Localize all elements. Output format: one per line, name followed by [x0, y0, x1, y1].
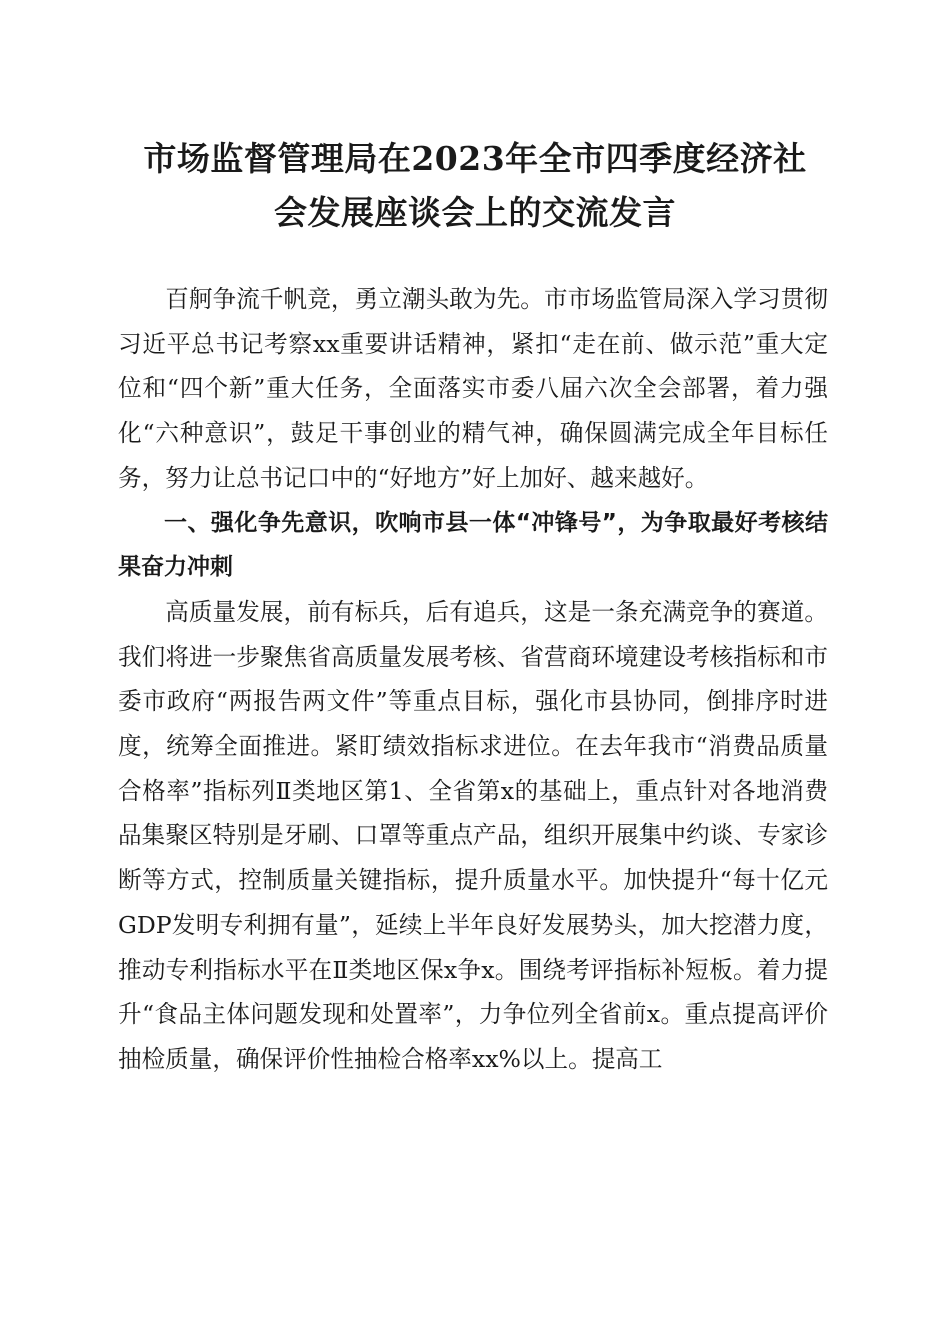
section-heading-1: 一、强化争先意识，吹响市县一体“冲锋号”，为争取最好考核结果奋力冲刺 — [118, 509, 828, 581]
title-line-2: 会发展座谈会上的交流发言 — [274, 193, 676, 232]
section-1-paragraph: 高质量发展，前有标兵，后有追兵，这是一条充满竞争的赛道。我们将进一步聚焦省高质量发展考核、省营商环境建设考核指标和市委市政府“两报告两文件”等重点目标，强化市县协同，倒排序时进度，统筹全面推进。紧盯绩效指标求进位。在去年我市“消费品质量合格率”指标列Ⅱ类地区第1、全省第x的基础上，重点针对各地消费品集聚区特别是牙刷、口罩等重点产品，组织开展集中约谈、专家诊断等方式，控制质量关键指标，提升质量水平。加快提升“每十亿元GDP发明专利拥有量”，延续上半年良好发展势头，加大挖潜力度，推动专利指标水平在Ⅱ类地区保x争x。围绕考评指标补短板。着力提升“食品主体问题发现和处置率”，力争位列全省前x。重点提高评价抽检质量，确保评价性抽检合格率xx%以上。提高工 — [118, 597, 828, 1073]
document-title — [100, 132, 850, 240]
title-line-1: 市场监督管理局在2023年全市四季度经济社 — [143, 139, 807, 178]
intro-paragraph: 百舸争流千帆竞，勇立潮头敢为先。市市场监管局深入学习贯彻习近平总书记考察xx重要讲话精神，紧扣“走在前、做示范”重大定位和“四个新”重大任务，全面落实市委八届六次全会部署，着力强化“六种意识”，鼓足干事创业的精气神，确保圆满完成全年目标任务，努力让总书记口中的“好地方”好上加好、越来越好。 — [118, 285, 828, 492]
document-body — [118, 277, 828, 1082]
